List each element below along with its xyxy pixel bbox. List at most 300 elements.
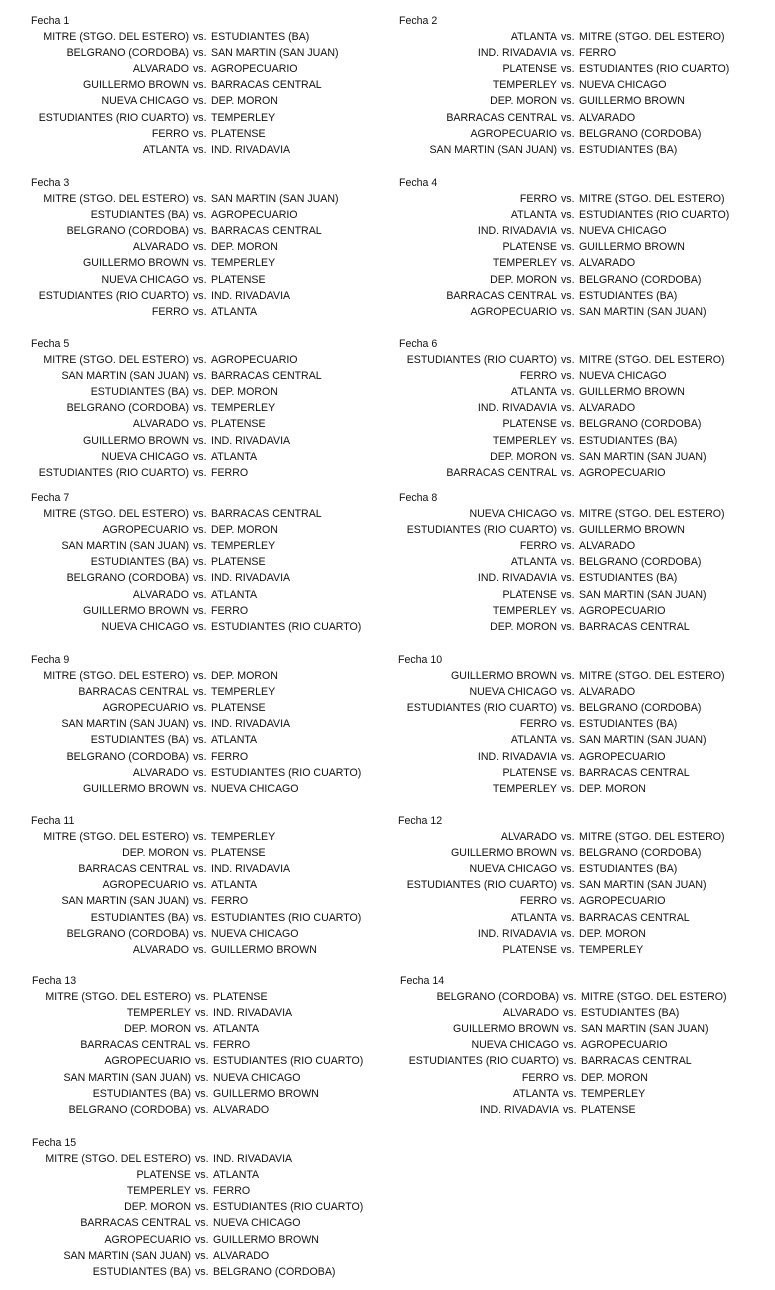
match-row: [399, 433, 759, 449]
away-team: ATLANTA: [211, 588, 258, 601]
fecha-title: Fecha 10: [398, 654, 443, 666]
vs-label: vs.: [195, 1055, 209, 1068]
match-row: [398, 716, 758, 732]
home-team: SAN MARTIN (SAN JUAN): [61, 718, 189, 731]
vs-label: vs.: [561, 556, 575, 569]
away-team: TEMPERLEY: [579, 943, 644, 956]
home-team: SAN MARTIN (SAN JUAN): [63, 1249, 191, 1262]
match-row: [32, 1264, 392, 1280]
away-team: TEMPERLEY: [581, 1087, 646, 1100]
home-team: GUILLERMO BROWN: [83, 782, 189, 795]
away-team: AGROPECUARIO: [579, 604, 666, 617]
match-row: [31, 538, 391, 554]
match-row: [31, 829, 391, 845]
match-row: [31, 684, 391, 700]
match-row: [32, 1167, 392, 1183]
fecha-title: Fecha 13: [32, 975, 77, 987]
home-team: IND. RIVADAVIA: [477, 750, 557, 763]
match-row: [31, 352, 391, 368]
home-team: BELGRANO (CORDOBA): [68, 1103, 191, 1116]
match-row: [398, 829, 758, 845]
vs-label: vs.: [193, 305, 207, 318]
home-team: ESTUDIANTES (RIO CUARTO): [38, 111, 189, 124]
away-team: ATLANTA: [213, 1169, 260, 1182]
match-row: [31, 191, 391, 207]
away-team: FERRO: [211, 895, 249, 908]
match-row: [399, 93, 759, 109]
match-row: [32, 1005, 392, 1021]
match-row: [31, 587, 391, 603]
away-team: ESTUDIANTES (BA): [579, 863, 678, 876]
away-team: ESTUDIANTES (RIO CUARTO): [211, 620, 362, 633]
vs-label: vs.: [193, 386, 207, 399]
fecha-title: Fecha 7: [31, 492, 70, 504]
match-row: [399, 45, 759, 61]
vs-label: vs.: [193, 31, 207, 44]
away-team: SAN MARTIN (SAN JUAN): [211, 47, 339, 60]
vs-label: vs.: [561, 782, 575, 795]
home-team: FERRO: [519, 895, 557, 908]
home-team: ATLANTA: [510, 911, 557, 924]
home-team: ESTUDIANTES (BA): [90, 556, 189, 569]
home-team: DEP. MORON: [490, 450, 557, 463]
home-team: AGROPECUARIO: [104, 1233, 191, 1246]
vs-label: vs.: [561, 450, 575, 463]
match-row: [400, 1037, 760, 1053]
match-row: [32, 1151, 392, 1167]
away-team: BARRACAS CENTRAL: [581, 1055, 692, 1068]
home-team: MITRE (STGO. DEL ESTERO): [43, 831, 189, 844]
home-team: ESTUDIANTES (RIO CUARTO): [38, 289, 189, 302]
away-team: PLATENSE: [211, 847, 266, 860]
fecha-title: Fecha 5: [31, 338, 70, 350]
vs-label: vs.: [561, 209, 575, 222]
away-team: ALVARADO: [213, 1249, 270, 1262]
away-team: ESTUDIANTES (BA): [579, 718, 678, 731]
away-team: ESTUDIANTES (BA): [579, 572, 678, 585]
away-team: ESTUDIANTES (BA): [579, 143, 678, 156]
home-team: ALVARADO: [500, 831, 557, 844]
vs-label: vs.: [193, 734, 207, 747]
match-row: [31, 93, 391, 109]
home-team: ALVARADO: [502, 1007, 559, 1020]
match-row: [31, 142, 391, 158]
away-team: MITRE (STGO. DEL ESTERO): [581, 991, 727, 1004]
vs-label: vs.: [193, 863, 207, 876]
vs-label: vs.: [561, 895, 575, 908]
match-row: [400, 1005, 760, 1021]
home-team: GUILLERMO BROWN: [451, 670, 557, 683]
away-team: ALVARADO: [579, 257, 636, 270]
match-row: [31, 29, 391, 45]
match-row: [31, 877, 391, 893]
away-team: ATLANTA: [211, 879, 258, 892]
home-team: ALVARADO: [132, 418, 189, 431]
vs-label: vs.: [193, 686, 207, 699]
home-team: ALVARADO: [132, 241, 189, 254]
away-team: AGROPECUARIO: [211, 354, 298, 367]
vs-label: vs.: [193, 450, 207, 463]
away-team: BELGRANO (CORDOBA): [579, 418, 702, 431]
fecha-6: [399, 336, 759, 481]
match-row: [399, 255, 759, 271]
home-team: IND. RIVADAVIA: [479, 1103, 559, 1116]
vs-label: vs.: [193, 895, 207, 908]
away-team: ESTUDIANTES (BA): [579, 434, 678, 447]
away-team: IND. RIVADAVIA: [213, 1007, 293, 1020]
away-team: DEP. MORON: [579, 782, 646, 795]
vs-label: vs.: [195, 1217, 209, 1230]
home-team: PLATENSE: [502, 588, 557, 601]
home-team: MITRE (STGO. DEL ESTERO): [43, 31, 189, 44]
vs-label: vs.: [561, 241, 575, 254]
home-team: ATLANTA: [510, 734, 557, 747]
match-row: [31, 126, 391, 142]
away-team: AGROPECUARIO: [581, 1039, 668, 1052]
home-team: TEMPERLEY: [492, 782, 557, 795]
fecha-title: Fecha 2: [399, 15, 438, 27]
away-team: FERRO: [211, 466, 249, 479]
fecha-2: [399, 13, 759, 158]
match-row: [398, 684, 758, 700]
home-team: ESTUDIANTES (BA): [90, 911, 189, 924]
vs-label: vs.: [193, 782, 207, 795]
fecha-12: [398, 813, 758, 958]
away-team: BARRACAS CENTRAL: [579, 620, 690, 633]
match-row: [399, 239, 759, 255]
fecha-title: Fecha 15: [32, 1137, 77, 1149]
away-team: PLATENSE: [213, 991, 268, 1004]
vs-label: vs.: [193, 143, 207, 156]
away-team: NUEVA CHICAGO: [213, 1217, 301, 1230]
away-team: GUILLERMO BROWN: [213, 1087, 319, 1100]
home-team: FERRO: [519, 193, 557, 206]
match-row: [31, 288, 391, 304]
match-row: [399, 416, 759, 432]
match-row: [31, 781, 391, 797]
away-team: MITRE (STGO. DEL ESTERO): [579, 831, 725, 844]
match-row: [399, 570, 759, 586]
vs-label: vs.: [563, 1023, 577, 1036]
away-team: TEMPERLEY: [211, 402, 276, 415]
match-row: [398, 668, 758, 684]
vs-label: vs.: [195, 991, 209, 1004]
match-row: [398, 732, 758, 748]
home-team: PLATENSE: [502, 766, 557, 779]
vs-label: vs.: [563, 1039, 577, 1052]
away-team: MITRE (STGO. DEL ESTERO): [579, 670, 725, 683]
vs-label: vs.: [195, 1103, 209, 1116]
match-row: [398, 845, 758, 861]
home-team: NUEVA CHICAGO: [101, 95, 189, 108]
home-team: IND. RIVADAVIA: [477, 572, 557, 585]
match-row: [31, 449, 391, 465]
away-team: MITRE (STGO. DEL ESTERO): [579, 31, 725, 44]
match-row: [399, 587, 759, 603]
vs-label: vs.: [193, 241, 207, 254]
match-row: [31, 255, 391, 271]
away-team: ALVARADO: [213, 1103, 270, 1116]
away-team: TEMPERLEY: [211, 540, 276, 553]
vs-label: vs.: [561, 734, 575, 747]
match-row: [31, 384, 391, 400]
home-team: ESTUDIANTES (BA): [90, 734, 189, 747]
match-row: [399, 223, 759, 239]
match-row: [31, 942, 391, 958]
away-team: ESTUDIANTES (RIO CUARTO): [579, 209, 730, 222]
match-row: [399, 61, 759, 77]
home-team: PLATENSE: [502, 63, 557, 76]
away-team: ATLANTA: [211, 305, 258, 318]
away-team: DEP. MORON: [211, 386, 278, 399]
home-team: FERRO: [519, 370, 557, 383]
home-team: TEMPERLEY: [492, 257, 557, 270]
home-team: ESTUDIANTES (BA): [92, 1265, 191, 1278]
match-row: [398, 749, 758, 765]
vs-label: vs.: [193, 111, 207, 124]
match-row: [32, 1183, 392, 1199]
vs-label: vs.: [195, 1153, 209, 1166]
vs-label: vs.: [561, 718, 575, 731]
home-team: ESTUDIANTES (RIO CUARTO): [408, 1055, 559, 1068]
vs-label: vs.: [561, 911, 575, 924]
away-team: ALVARADO: [579, 540, 636, 553]
vs-label: vs.: [195, 1169, 209, 1182]
away-team: PLATENSE: [211, 273, 266, 286]
vs-label: vs.: [195, 1201, 209, 1214]
home-team: GUILLERMO BROWN: [451, 847, 557, 860]
vs-label: vs.: [563, 1103, 577, 1116]
home-team: BARRACAS CENTRAL: [78, 686, 189, 699]
vs-label: vs.: [193, 370, 207, 383]
match-row: [32, 1248, 392, 1264]
home-team: DEP. MORON: [490, 620, 557, 633]
match-row: [399, 554, 759, 570]
vs-label: vs.: [561, 686, 575, 699]
away-team: AGROPECUARIO: [579, 895, 666, 908]
home-team: ALVARADO: [132, 943, 189, 956]
home-team: IND. RIVADAVIA: [477, 225, 557, 238]
away-team: BARRACAS CENTRAL: [211, 370, 322, 383]
match-row: [398, 765, 758, 781]
away-team: AGROPECUARIO: [579, 750, 666, 763]
home-team: BELGRANO (CORDOBA): [66, 572, 189, 585]
match-row: [399, 207, 759, 223]
home-team: SAN MARTIN (SAN JUAN): [429, 143, 557, 156]
home-team: ALVARADO: [132, 63, 189, 76]
match-row: [32, 989, 392, 1005]
match-row: [31, 893, 391, 909]
away-team: BARRACAS CENTRAL: [211, 225, 322, 238]
away-team: IND. RIVADAVIA: [211, 434, 291, 447]
match-row: [399, 400, 759, 416]
match-row: [399, 272, 759, 288]
match-row: [399, 29, 759, 45]
vs-label: vs.: [193, 47, 207, 60]
away-team: IND. RIVADAVIA: [211, 718, 291, 731]
match-row: [31, 570, 391, 586]
vs-label: vs.: [561, 766, 575, 779]
vs-label: vs.: [561, 670, 575, 683]
away-team: SAN MARTIN (SAN JUAN): [211, 193, 339, 206]
match-row: [400, 1086, 760, 1102]
home-team: ATLANTA: [142, 143, 189, 156]
home-team: BELGRANO (CORDOBA): [66, 47, 189, 60]
vs-label: vs.: [561, 863, 575, 876]
match-row: [31, 433, 391, 449]
home-team: BELGRANO (CORDOBA): [66, 927, 189, 940]
match-row: [398, 877, 758, 893]
fecha-9: [31, 652, 391, 797]
home-team: FERRO: [519, 540, 557, 553]
vs-label: vs.: [195, 1007, 209, 1020]
away-team: BELGRANO (CORDOBA): [579, 847, 702, 860]
vs-label: vs.: [561, 31, 575, 44]
away-team: BELGRANO (CORDOBA): [579, 273, 702, 286]
away-team: BARRACAS CENTRAL: [579, 911, 690, 924]
vs-label: vs.: [193, 354, 207, 367]
home-team: MITRE (STGO. DEL ESTERO): [45, 991, 191, 1004]
home-team: NUEVA CHICAGO: [469, 863, 557, 876]
fecha-7: [31, 490, 391, 635]
home-team: NUEVA CHICAGO: [101, 620, 189, 633]
match-row: [31, 765, 391, 781]
home-team: MITRE (STGO. DEL ESTERO): [43, 354, 189, 367]
home-team: GUILLERMO BROWN: [83, 79, 189, 92]
away-team: BARRACAS CENTRAL: [211, 508, 322, 521]
vs-label: vs.: [193, 588, 207, 601]
away-team: ATLANTA: [211, 450, 258, 463]
away-team: NUEVA CHICAGO: [579, 370, 667, 383]
home-team: MITRE (STGO. DEL ESTERO): [45, 1153, 191, 1166]
away-team: ATLANTA: [211, 734, 258, 747]
vs-label: vs.: [195, 1023, 209, 1036]
vs-label: vs.: [193, 718, 207, 731]
fecha-title: Fecha 9: [31, 654, 70, 666]
match-row: [31, 77, 391, 93]
home-team: BARRACAS CENTRAL: [446, 289, 557, 302]
away-team: TEMPERLEY: [211, 686, 276, 699]
vs-label: vs.: [193, 556, 207, 569]
away-team: FERRO: [213, 1185, 251, 1198]
vs-label: vs.: [193, 63, 207, 76]
vs-label: vs.: [561, 127, 575, 140]
vs-label: vs.: [561, 434, 575, 447]
away-team: GUILLERMO BROWN: [579, 95, 685, 108]
match-row: [31, 926, 391, 942]
vs-label: vs.: [561, 943, 575, 956]
away-team: IND. RIVADAVIA: [211, 143, 291, 156]
vs-label: vs.: [193, 943, 207, 956]
match-row: [399, 449, 759, 465]
vs-label: vs.: [193, 127, 207, 140]
away-team: AGROPECUARIO: [211, 63, 298, 76]
match-row: [31, 45, 391, 61]
away-team: SAN MARTIN (SAN JUAN): [579, 879, 707, 892]
home-team: IND. RIVADAVIA: [477, 927, 557, 940]
vs-label: vs.: [193, 193, 207, 206]
home-team: GUILLERMO BROWN: [83, 604, 189, 617]
vs-label: vs.: [193, 209, 207, 222]
away-team: MITRE (STGO. DEL ESTERO): [579, 508, 725, 521]
home-team: ESTUDIANTES (BA): [90, 209, 189, 222]
match-row: [32, 1102, 392, 1118]
home-team: IND. RIVADAVIA: [477, 47, 557, 60]
vs-label: vs.: [561, 47, 575, 60]
away-team: SAN MARTIN (SAN JUAN): [579, 734, 707, 747]
vs-label: vs.: [195, 1071, 209, 1084]
match-row: [31, 554, 391, 570]
home-team: AGROPECUARIO: [102, 702, 189, 715]
vs-label: vs.: [193, 879, 207, 892]
fecha-4: [399, 175, 759, 320]
vs-label: vs.: [561, 831, 575, 844]
vs-label: vs.: [193, 418, 207, 431]
away-team: IND. RIVADAVIA: [211, 572, 291, 585]
match-row: [398, 942, 758, 958]
away-team: GUILLERMO BROWN: [579, 241, 685, 254]
home-team: FERRO: [519, 718, 557, 731]
vs-label: vs.: [561, 273, 575, 286]
away-team: DEP. MORON: [211, 95, 278, 108]
vs-label: vs.: [193, 225, 207, 238]
away-team: DEP. MORON: [211, 670, 278, 683]
away-team: NUEVA CHICAGO: [579, 79, 667, 92]
home-team: NUEVA CHICAGO: [469, 508, 557, 521]
home-team: PLATENSE: [502, 241, 557, 254]
home-team: TEMPERLEY: [126, 1007, 191, 1020]
vs-label: vs.: [193, 508, 207, 521]
match-row: [398, 926, 758, 942]
away-team: PLATENSE: [211, 127, 266, 140]
home-team: BELGRANO (CORDOBA): [436, 991, 559, 1004]
away-team: DEP. MORON: [579, 927, 646, 940]
vs-label: vs.: [561, 540, 575, 553]
vs-label: vs.: [193, 466, 207, 479]
match-row: [31, 668, 391, 684]
home-team: ALVARADO: [132, 766, 189, 779]
vs-label: vs.: [561, 193, 575, 206]
fecha-14: [400, 973, 760, 1118]
match-row: [32, 1086, 392, 1102]
match-row: [31, 416, 391, 432]
home-team: ESTUDIANTES (RIO CUARTO): [406, 879, 557, 892]
vs-label: vs.: [561, 572, 575, 585]
home-team: ALVARADO: [132, 588, 189, 601]
fecha-title: Fecha 4: [399, 177, 438, 189]
away-team: ATLANTA: [213, 1023, 260, 1036]
away-team: MITRE (STGO. DEL ESTERO): [579, 193, 725, 206]
away-team: PLATENSE: [211, 418, 266, 431]
vs-label: vs.: [193, 911, 207, 924]
away-team: TEMPERLEY: [211, 831, 276, 844]
match-row: [400, 989, 760, 1005]
vs-label: vs.: [193, 540, 207, 553]
match-row: [398, 893, 758, 909]
match-row: [31, 749, 391, 765]
vs-label: vs.: [193, 766, 207, 779]
away-team: ESTUDIANTES (RIO CUARTO): [213, 1055, 364, 1068]
match-row: [31, 239, 391, 255]
match-row: [399, 465, 759, 481]
vs-label: vs.: [561, 524, 575, 537]
vs-label: vs.: [193, 524, 207, 537]
vs-label: vs.: [561, 370, 575, 383]
vs-label: vs.: [561, 225, 575, 238]
away-team: ALVARADO: [579, 686, 636, 699]
away-team: AGROPECUARIO: [579, 466, 666, 479]
fecha-5: [31, 336, 391, 481]
